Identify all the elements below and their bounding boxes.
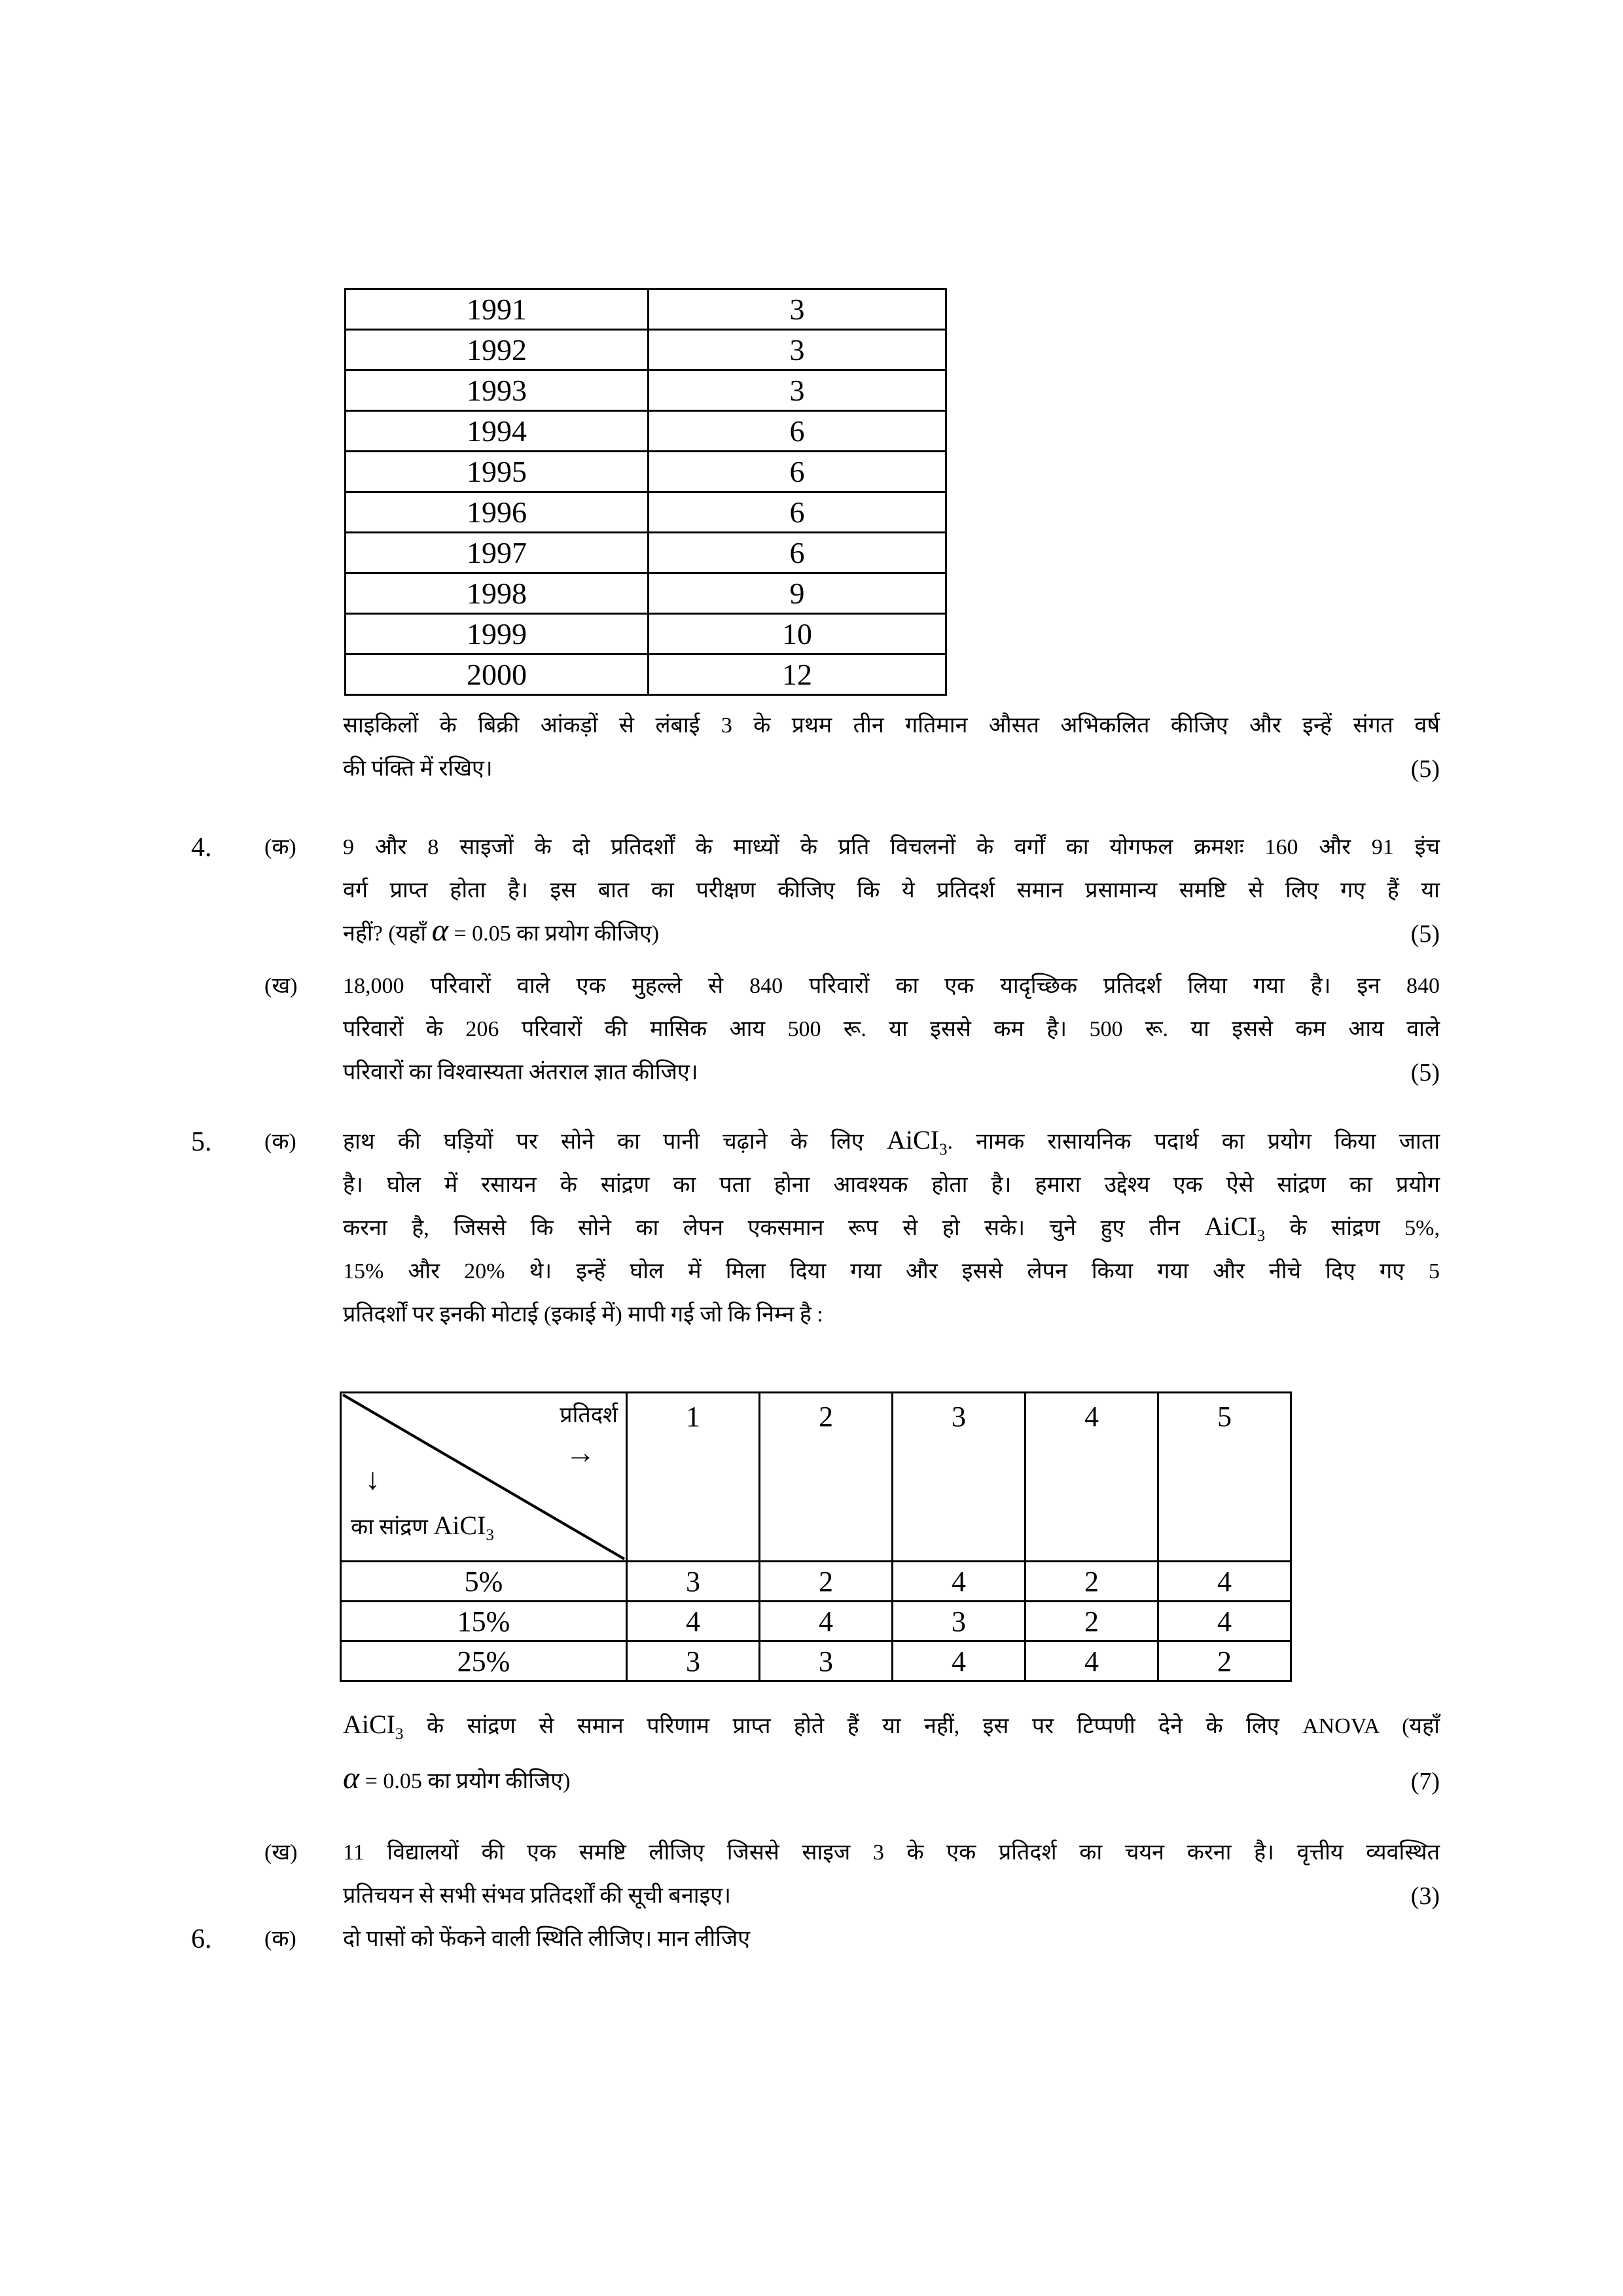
concentration-table xyxy=(340,1391,1292,1682)
table-row xyxy=(341,1602,1291,1641)
question-6a-label: (क) xyxy=(264,1927,296,1951)
table-cell: 3 xyxy=(627,1562,760,1602)
marks-badge: (7) xyxy=(1410,1768,1440,1795)
anova-paragraph xyxy=(343,1699,1440,1809)
table-cell: 3 xyxy=(649,370,946,411)
question-line: (5) नहीं? (यहाँ α = 0.05 का प्रयोग कीजिए) xyxy=(343,912,1440,956)
table-row xyxy=(341,1562,1291,1602)
table-cell: 1992 xyxy=(346,330,649,370)
table-cell: 3 xyxy=(649,330,946,370)
corner-header-cell xyxy=(341,1393,627,1562)
question-line: 18,000 परिवारों वाले एक मुहल्ले से 840 परिवारों का एक यादृच्छिक प्रतिदर्श लिया गया है। इन 840 xyxy=(343,974,1440,998)
table-cell: 2000 xyxy=(346,655,649,695)
chemical-subscript: 3 xyxy=(395,1725,404,1743)
question-line: वर्ग प्राप्त होता है। इस बात का परीक्षण कीजिए कि ये प्रतिदर्श समान प्रसामान्य समष्टि से लिए गए हैं या xyxy=(343,878,1440,903)
table-cell: 1994 xyxy=(346,411,649,452)
question-line: दो पासों को फेंकने वाली स्थिति लीजिए। मान लीजिए xyxy=(343,1927,750,1951)
table-row xyxy=(341,1641,1291,1681)
table-cell: 4 xyxy=(627,1602,760,1641)
question-line: है। घोल में रसायन के सांद्रण का पता होना आवश्यक होता है। हमारा उद्देश्य एक ऐसे सांद्रण का प्रयोग xyxy=(343,1173,1440,1197)
table-cell: 3 xyxy=(760,1641,893,1681)
question-4a-text xyxy=(343,826,1440,956)
table-cell: 3 xyxy=(893,1602,1026,1641)
table-header-row xyxy=(341,1393,1291,1562)
table-cell: 1991 xyxy=(346,289,649,330)
table-cell: 1995 xyxy=(346,452,649,492)
table-cell: 3 xyxy=(649,289,946,330)
table-cell: 2 xyxy=(1026,1562,1158,1602)
chemical-formula: AiCI$_3$ xyxy=(433,1511,494,1544)
table-cell: 1997 xyxy=(346,533,649,573)
sales-table xyxy=(344,288,947,696)
question-line: हाथ की घड़ियों पर सोने का पानी चढ़ाने के लिए AiCI$_3$. नामक रासायनिक पदार्थ का प्रयोग किया जाता xyxy=(343,1125,1440,1158)
question-5a-text xyxy=(343,1121,1440,1336)
question-line: (5) परिवारों का विश्वास्यता अंतराल ज्ञात कीजिए। xyxy=(343,1051,1440,1094)
paragraph-line: (5) की पंक्ति में रखिए। xyxy=(343,747,1440,791)
table-cell: 2 xyxy=(1026,1602,1158,1641)
table-cell: 15% xyxy=(341,1602,627,1641)
table-cell: 10 xyxy=(649,614,946,655)
question-5-number: 5. xyxy=(191,1127,212,1157)
table-cell: 4 xyxy=(760,1602,893,1641)
chemical-subscript: 3 xyxy=(1257,1227,1266,1245)
table-cell: 1993 xyxy=(346,370,649,411)
sample-column-header: 3 xyxy=(893,1393,1026,1562)
table-row xyxy=(346,533,946,573)
down-arrow-icon: ↓ xyxy=(365,1462,380,1496)
table-row xyxy=(346,289,946,330)
table-cell: 4 xyxy=(1026,1641,1158,1681)
marks-badge: (3) xyxy=(1410,1882,1440,1910)
table-cell: 2 xyxy=(760,1562,893,1602)
table-row xyxy=(346,655,946,695)
right-arrow-icon: → xyxy=(565,1436,596,1469)
table-cell: 4 xyxy=(893,1562,1026,1602)
marks-badge: (5) xyxy=(1410,1059,1440,1086)
table-cell: 6 xyxy=(649,492,946,533)
moving-average-paragraph xyxy=(343,704,1440,791)
table-row xyxy=(346,411,946,452)
table-cell: 4 xyxy=(1158,1562,1291,1602)
sample-column-header: 4 xyxy=(1026,1393,1158,1562)
table-cell: 12 xyxy=(649,655,946,695)
paragraph-line: (7) α = 0.05 का प्रयोग कीजिए) xyxy=(343,1754,1440,1809)
table-cell: 6 xyxy=(649,533,946,573)
table-row xyxy=(346,573,946,614)
table-cell: 25% xyxy=(341,1641,627,1681)
table-cell: 1996 xyxy=(346,492,649,533)
table-cell: 1999 xyxy=(346,614,649,655)
chemical-formula: AiCI$_3$ xyxy=(1204,1211,1266,1245)
table-cell: 1998 xyxy=(346,573,649,614)
question-5b-label: (ख) xyxy=(264,1840,298,1865)
question-5a-label: (क) xyxy=(264,1130,296,1154)
question-6a-text xyxy=(343,1918,1440,1961)
table-cell: 9 xyxy=(649,573,946,614)
table-row xyxy=(346,452,946,492)
marks-badge: (5) xyxy=(1410,755,1440,783)
chemical-formula: AiCI$_3$ xyxy=(886,1125,948,1158)
question-line: प्रतिदर्शों पर इनकी मोटाई (इकाई में) मापी गई जो कि निम्न है : xyxy=(343,1302,823,1327)
chemical-subscript: 3 xyxy=(938,1140,948,1158)
marks-badge: (5) xyxy=(1410,920,1440,948)
table-cell: 3 xyxy=(627,1641,760,1681)
question-line: परिवारों के 206 परिवारों की मासिक आय 500 रू. या इससे कम है। 500 रू. या इससे कम आय वाले xyxy=(343,1017,1440,1041)
corner-bottom-label: का सांद्रण AiCI$_3$ xyxy=(351,1511,494,1544)
sample-column-header: 1 xyxy=(627,1393,760,1562)
chemical-formula: AiCI$_3$ xyxy=(343,1710,404,1743)
table-cell: 5% xyxy=(341,1562,627,1602)
question-line: 15% और 20% थे। इन्हें घोल में मिला दिया गया और इससे लेपन किया गया और नीचे दिए गए 5 xyxy=(343,1259,1440,1283)
question-5b-text xyxy=(343,1831,1440,1918)
question-line: (3) प्रतिचयन से सभी संभव प्रतिदर्शों की सूची बनाइए। xyxy=(343,1874,1440,1918)
table-row xyxy=(346,330,946,370)
question-6-number: 6. xyxy=(191,1924,212,1954)
table-cell: 6 xyxy=(649,411,946,452)
question-4b-label: (ख) xyxy=(264,974,298,998)
alpha-symbol: α xyxy=(431,913,448,948)
table-cell: 6 xyxy=(649,452,946,492)
question-line: 9 और 8 साइजों के दो प्रतिदर्शों के माध्यों के प्रति विचलनों के वर्गों का योगफल क्रमशः 160 और 91 इंच xyxy=(343,835,1440,859)
chemical-subscript: 3 xyxy=(486,1526,494,1544)
question-line: करना है, जिससे कि सोने का लेपन एकसमान रूप से हो सके। चुने हुए तीन AiCI$_3$ के सांद्रण 5%, xyxy=(343,1211,1440,1245)
alpha-symbol: α xyxy=(343,1761,360,1795)
question-line: 11 विद्यालयों की एक समष्टि लीजिए जिससे साइज 3 के एक प्रतिदर्श का चयन करना है। वृत्तीय व्यवस्थित xyxy=(343,1840,1440,1865)
paragraph-line: साइकिलों के बिक्री आंकड़ों से लंबाई 3 के प्रथम तीन गतिमान औसत अभिकलित कीजिए और इन्हें संगत वर्ष xyxy=(343,713,1440,738)
question-4b-text xyxy=(343,965,1440,1094)
table-row xyxy=(346,492,946,533)
sample-column-header: 5 xyxy=(1158,1393,1291,1562)
sample-column-header: 2 xyxy=(760,1393,893,1562)
table-cell: 2 xyxy=(1158,1641,1291,1681)
paragraph-line: AiCI$_3$ के सांद्रण से समान परिणाम प्राप्त होते हैं या नहीं, इस पर टिप्पणी देने के लिए ANOVA (यहाँ xyxy=(343,1710,1440,1743)
table-cell: 4 xyxy=(1158,1602,1291,1641)
question-4a-label: (क) xyxy=(264,835,296,859)
table-cell: 4 xyxy=(893,1641,1026,1681)
table-row xyxy=(346,614,946,655)
table-row xyxy=(346,370,946,411)
corner-top-label: प्रतिदर्श xyxy=(560,1403,618,1427)
question-4-number: 4. xyxy=(191,833,212,863)
